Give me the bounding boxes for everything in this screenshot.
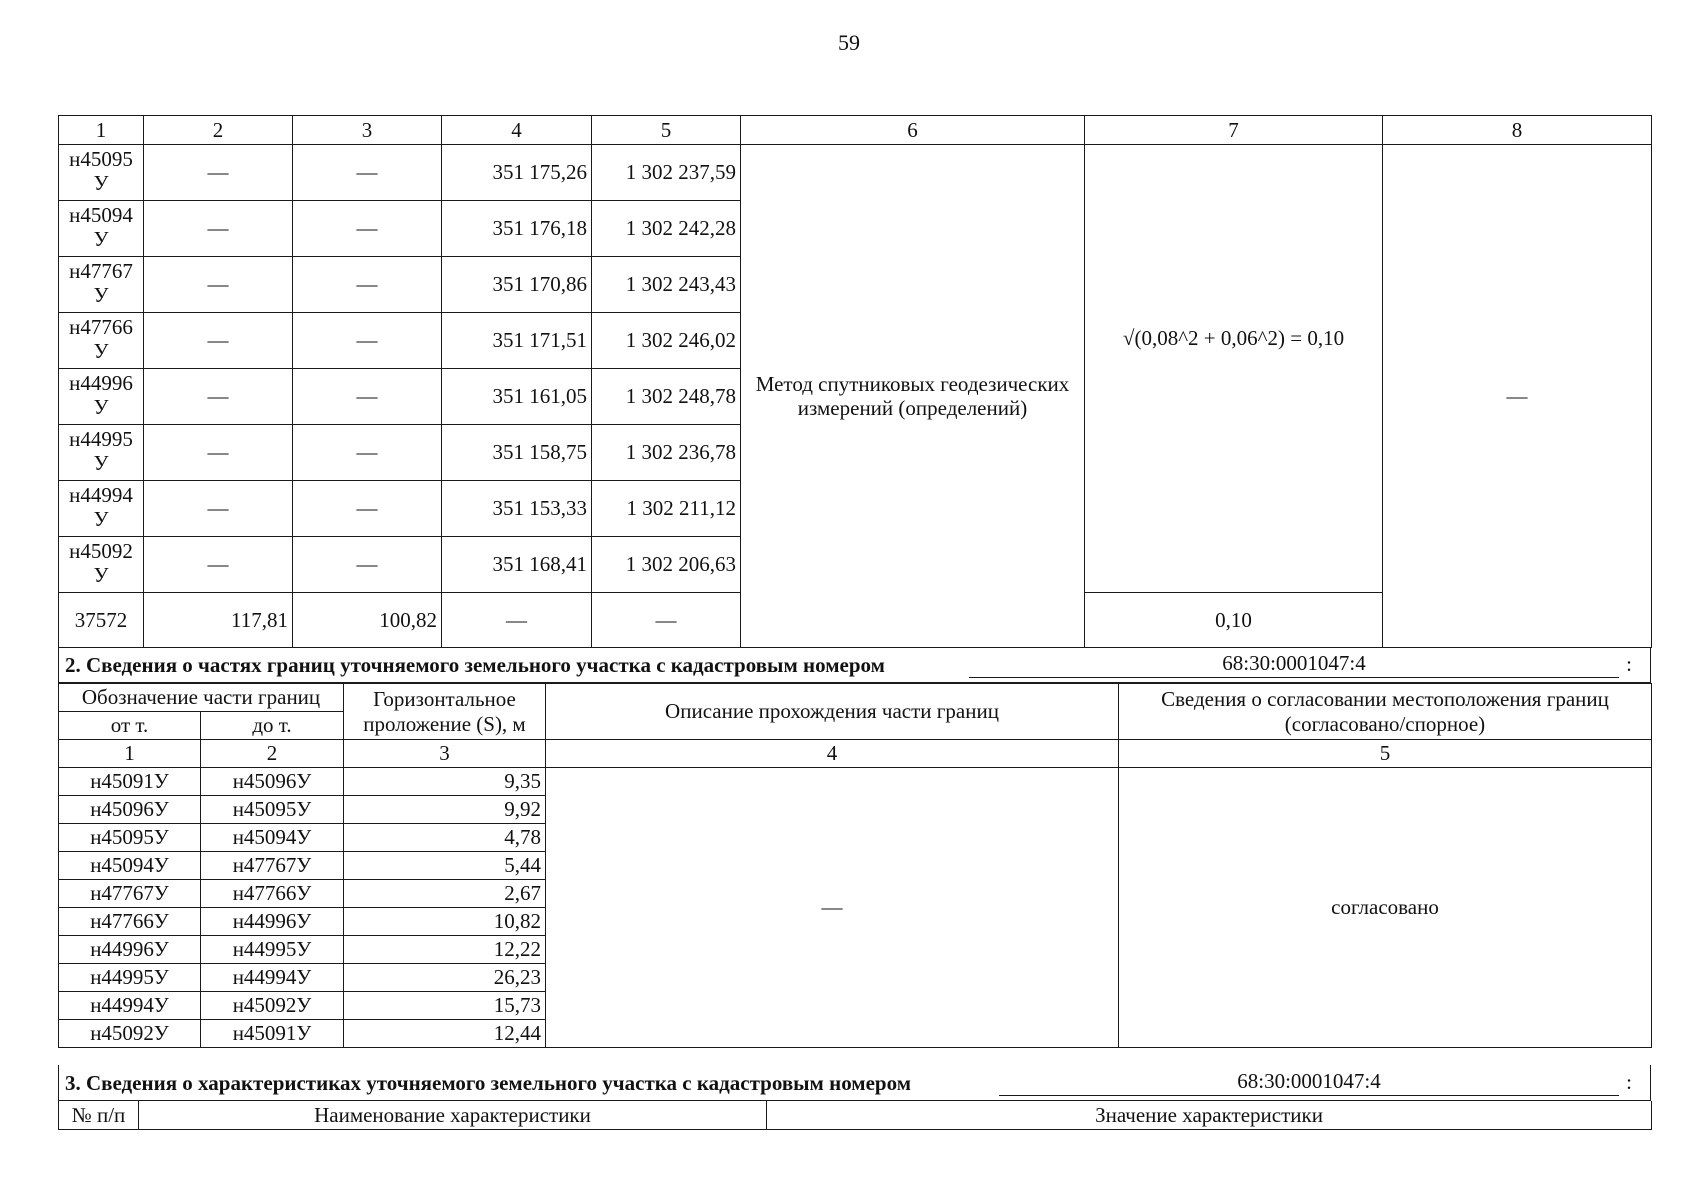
coord-y: 1 302 243,43 [592, 257, 741, 313]
coord-x: 351 158,75 [442, 425, 592, 481]
coord-x: 351 161,05 [442, 369, 592, 425]
table1-header: 5 [592, 116, 741, 145]
total-c2: 117,81 [144, 593, 293, 648]
from-point: н45095У [59, 824, 201, 852]
to-point: н45096У [201, 768, 344, 796]
cell-dash: — [144, 145, 293, 201]
coord-y: 1 302 242,28 [592, 201, 741, 257]
to-point: н47767У [201, 852, 344, 880]
coord-x: 351 176,18 [442, 201, 592, 257]
horizontal-value: 9,92 [344, 796, 546, 824]
coord-y: 1 302 237,59 [592, 145, 741, 201]
section3-cadastral-number: 68:30:0001047:4 [999, 1069, 1619, 1096]
horizontal-header: Горизонтальное проложение (S), м [344, 684, 546, 740]
coord-x: 351 168,41 [442, 537, 592, 593]
total-c7: 0,10 [1085, 593, 1383, 648]
point-id: н45094 У [59, 201, 144, 257]
cell-dash: — [144, 313, 293, 369]
coord-x: 351 175,26 [442, 145, 592, 201]
method-cell: Метод спутниковых геодезических измерений (определений) [741, 145, 1085, 648]
coord-x: 351 170,86 [442, 257, 592, 313]
section3-colon: : [1626, 1070, 1632, 1094]
parcel-id: 37572 [59, 593, 144, 648]
name-header: Наименование характеристики [139, 1101, 767, 1130]
coord-x: 351 153,33 [442, 481, 592, 537]
formula-cell: √(0,08^2 + 0,06^2) = 0,10 [1085, 145, 1383, 593]
section2-cadastral-number: 68:30:0001047:4 [969, 651, 1619, 678]
from-point: н44994У [59, 992, 201, 1020]
horizontal-value: 2,67 [344, 880, 546, 908]
horizontal-value: 12,44 [344, 1020, 546, 1048]
from-point: н44995У [59, 964, 201, 992]
cell-dash: — [144, 425, 293, 481]
horizontal-value: 26,23 [344, 964, 546, 992]
table2-number-row [59, 740, 1652, 768]
coord-y: 1 302 236,78 [592, 425, 741, 481]
col-number: 5 [1119, 740, 1652, 768]
point-id: н44996 У [59, 369, 144, 425]
point-id: н47766 У [59, 313, 144, 369]
designation-header: Обозначение части границ [59, 684, 344, 712]
to-point: н45091У [201, 1020, 344, 1048]
cell-dash: — [293, 145, 442, 201]
agreement-value: согласовано [1119, 768, 1652, 1048]
to-header: до т. [201, 712, 344, 740]
section2-header [58, 647, 1651, 683]
from-point: н45092У [59, 1020, 201, 1048]
col-number: 3 [344, 740, 546, 768]
section2-title: 2. Сведения о частях границ уточняемого земельного участка с кадастровым номером [65, 653, 885, 677]
coord-y: 1 302 246,02 [592, 313, 741, 369]
point-id: н44995 У [59, 425, 144, 481]
cell-dash: — [293, 313, 442, 369]
point-id: н45095 У [59, 145, 144, 201]
table3-header-row [59, 1101, 1652, 1130]
cell-dash: — [144, 257, 293, 313]
col8-cell: — [1383, 145, 1652, 648]
table1-header: 2 [144, 116, 293, 145]
col-number: 4 [546, 740, 1119, 768]
cell-dash: — [293, 257, 442, 313]
table1-header: 3 [293, 116, 442, 145]
to-point: н44996У [201, 908, 344, 936]
value-header: Значение характеристики [767, 1101, 1652, 1130]
table-row [59, 768, 1652, 796]
cell-dash: — [144, 369, 293, 425]
description-header: Описание прохождения части границ [546, 684, 1119, 740]
from-point: н44996У [59, 936, 201, 964]
page-number: 59 [838, 30, 860, 55]
coord-y: 1 302 206,63 [592, 537, 741, 593]
total-c3: 100,82 [293, 593, 442, 648]
to-point: н47766У [201, 880, 344, 908]
cell-dash: — [592, 593, 741, 648]
point-id: н47767 У [59, 257, 144, 313]
col-number: 2 [201, 740, 344, 768]
agreement-header: Сведения о согласовании местоположения границ (согласовано/спорное) [1119, 684, 1652, 740]
table2-header-row [59, 684, 1652, 712]
cell-dash: — [442, 593, 592, 648]
from-point: н47766У [59, 908, 201, 936]
cell-dash: — [293, 481, 442, 537]
table1-header: 7 [1085, 116, 1383, 145]
to-point: н45095У [201, 796, 344, 824]
table1-header: 6 [741, 116, 1085, 145]
description-value: — [546, 768, 1119, 1048]
from-header: от т. [59, 712, 201, 740]
cell-dash: — [293, 201, 442, 257]
cell-dash: — [293, 369, 442, 425]
section2-colon: : [1626, 652, 1632, 676]
table1-header-row [59, 116, 1652, 145]
cell-dash: — [293, 425, 442, 481]
characteristics-table [58, 1101, 1652, 1130]
horizontal-value: 15,73 [344, 992, 546, 1020]
point-id: н44994 У [59, 481, 144, 537]
section3-title: 3. Сведения о характеристиках уточняемого земельного участка с кадастровым номером [65, 1071, 912, 1095]
horizontal-value: 10,82 [344, 908, 546, 936]
col-number: 1 [59, 740, 201, 768]
from-point: н47767У [59, 880, 201, 908]
from-point: н45096У [59, 796, 201, 824]
coordinates-table [58, 115, 1652, 648]
coord-x: 351 171,51 [442, 313, 592, 369]
table-row [59, 145, 1652, 201]
num-header: № п/п [59, 1101, 139, 1130]
cell-dash: — [293, 537, 442, 593]
coord-y: 1 302 211,12 [592, 481, 741, 537]
table1-header: 8 [1383, 116, 1652, 145]
to-point: н44995У [201, 936, 344, 964]
to-point: н45092У [201, 992, 344, 1020]
to-point: н45094У [201, 824, 344, 852]
cell-dash: — [144, 537, 293, 593]
horizontal-value: 5,44 [344, 852, 546, 880]
cell-dash: — [144, 201, 293, 257]
to-point: н44994У [201, 964, 344, 992]
table1-header: 1 [59, 116, 144, 145]
horizontal-value: 9,35 [344, 768, 546, 796]
coord-y: 1 302 248,78 [592, 369, 741, 425]
section3-header [58, 1065, 1651, 1101]
table1-header: 4 [442, 116, 592, 145]
from-point: н45091У [59, 768, 201, 796]
horizontal-value: 12,22 [344, 936, 546, 964]
boundary-parts-table [58, 683, 1652, 1048]
point-id: н45092 У [59, 537, 144, 593]
horizontal-value: 4,78 [344, 824, 546, 852]
from-point: н45094У [59, 852, 201, 880]
cell-dash: — [144, 481, 293, 537]
